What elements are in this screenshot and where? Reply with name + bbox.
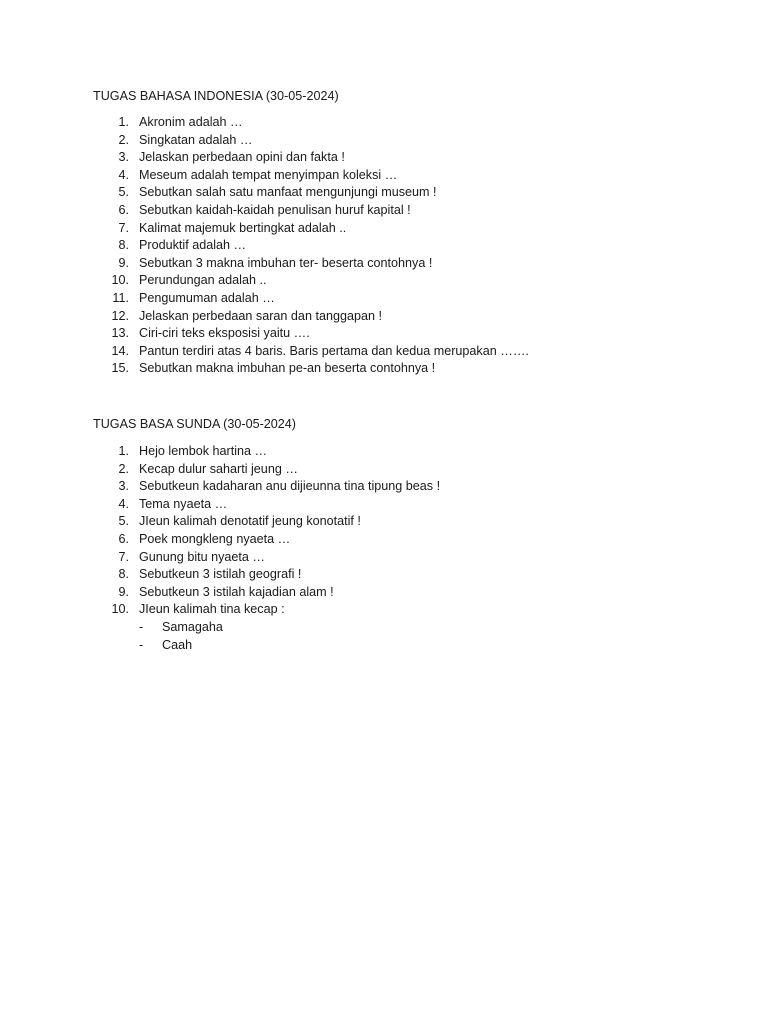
- list-item: [0, 202, 768, 220]
- list-item: [0, 478, 768, 496]
- list-item: [0, 343, 768, 361]
- list-item: [0, 461, 768, 479]
- sub-list-item: [0, 637, 768, 655]
- item-number: 7.: [118, 220, 129, 235]
- section-title-bahasa-indonesia: TUGAS BAHASA INDONESIA (30-05-2024): [93, 89, 339, 103]
- item-text: JIeun kalimah tina kecap :: [139, 602, 285, 617]
- question-list-bahasa-indonesia: [0, 114, 768, 378]
- item-number: 6.: [118, 202, 129, 217]
- bullet-dash: -: [139, 637, 144, 652]
- item-text: Kecap dulur saharti jeung …: [139, 461, 298, 476]
- item-number: 15.: [111, 361, 129, 376]
- item-text: Hejo lembok hartina …: [139, 444, 268, 458]
- item-text: Perundungan adalah ..: [139, 273, 267, 288]
- item-number: 1.: [118, 444, 129, 458]
- item-number: 5.: [118, 514, 129, 529]
- list-item: [0, 443, 768, 461]
- list-item: [0, 114, 768, 132]
- list-item: [0, 132, 768, 150]
- list-item: [0, 531, 768, 549]
- list-item: [0, 255, 768, 273]
- item-text: Jelaskan perbedaan opini dan fakta !: [139, 150, 345, 165]
- item-number: 2.: [118, 461, 129, 476]
- list-item: [0, 237, 768, 255]
- section-title-basa-sunda: TUGAS BASA SUNDA (30-05-2024): [93, 417, 296, 431]
- item-number: 1.: [118, 115, 129, 129]
- item-text: Meseum adalah tempat menyimpan koleksi …: [139, 167, 398, 182]
- sub-list-item: [0, 619, 768, 637]
- list-item: [0, 549, 768, 567]
- item-number: 14.: [111, 343, 129, 358]
- item-text: Sebutkan kaidah-kaidah penulisan huruf kapital !: [139, 202, 411, 217]
- item-text: Poek mongkleng nyaeta …: [139, 531, 291, 546]
- item-number: 3.: [118, 479, 129, 494]
- list-item: [0, 513, 768, 531]
- item-number: 6.: [118, 531, 129, 546]
- item-text: Sebutkan makna imbuhan pe-an beserta contohnya !: [139, 361, 436, 376]
- list-item: [0, 290, 768, 308]
- item-number: 7.: [118, 549, 129, 564]
- item-number: 5.: [118, 185, 129, 200]
- list-item: [0, 360, 768, 378]
- item-number: 4.: [118, 496, 129, 511]
- item-number: 10.: [111, 273, 129, 288]
- item-text: Pantun terdiri atas 4 baris. Baris pertama dan kedua merupakan …….: [139, 343, 529, 358]
- item-text: Tema nyaeta …: [139, 496, 228, 511]
- item-text: Sebutkeun 3 istilah geografi !: [139, 567, 302, 582]
- item-text: Pengumuman adalah …: [139, 290, 275, 305]
- item-number: 13.: [111, 326, 129, 341]
- item-text: Singkatan adalah …: [139, 132, 253, 147]
- list-item: [0, 325, 768, 343]
- item-text: Kalimat majemuk bertingkat adalah ..: [139, 220, 347, 235]
- bullet-dash: -: [139, 619, 144, 634]
- item-text: Ciri-ciri teks eksposisi yaitu ….: [139, 326, 310, 341]
- list-item: [0, 496, 768, 514]
- item-text: Sebutkan 3 makna imbuhan ter- beserta contohnya !: [139, 255, 433, 270]
- list-item: [0, 220, 768, 238]
- item-number: 12.: [111, 308, 129, 323]
- item-number: 8.: [118, 238, 129, 253]
- item-text: Sebutkeun kadaharan anu dijieunna tina tipung beas !: [139, 479, 441, 494]
- item-text: Sebutkeun 3 istilah kajadian alam !: [139, 584, 334, 599]
- list-item: [0, 272, 768, 290]
- item-number: 8.: [118, 567, 129, 582]
- item-number: 9.: [118, 584, 129, 599]
- list-item: [0, 584, 768, 602]
- list-item: [0, 167, 768, 185]
- list-item: [0, 184, 768, 202]
- item-number: 11.: [112, 290, 129, 305]
- list-item: [0, 566, 768, 584]
- item-text: Jelaskan perbedaan saran dan tanggapan !: [139, 308, 382, 323]
- item-number: 3.: [118, 150, 129, 165]
- question-list-basa-sunda: [0, 443, 768, 654]
- item-text: Produktif adalah …: [139, 238, 247, 253]
- sub-item-text: Samagaha: [162, 619, 223, 634]
- sub-item-text: Caah: [162, 637, 193, 652]
- item-number: 2.: [118, 132, 129, 147]
- item-number: 4.: [118, 167, 129, 182]
- item-number: 10.: [111, 602, 129, 617]
- item-text: JIeun kalimah denotatif jeung konotatif !: [139, 514, 361, 529]
- item-text: Akronim adalah …: [139, 115, 243, 129]
- item-text: Gunung bitu nyaeta …: [139, 549, 266, 564]
- list-item: [0, 601, 768, 619]
- item-text: Sebutkan salah satu manfaat mengunjungi museum !: [139, 185, 437, 200]
- list-item: [0, 149, 768, 167]
- item-number: 9.: [118, 255, 129, 270]
- list-item: [0, 308, 768, 326]
